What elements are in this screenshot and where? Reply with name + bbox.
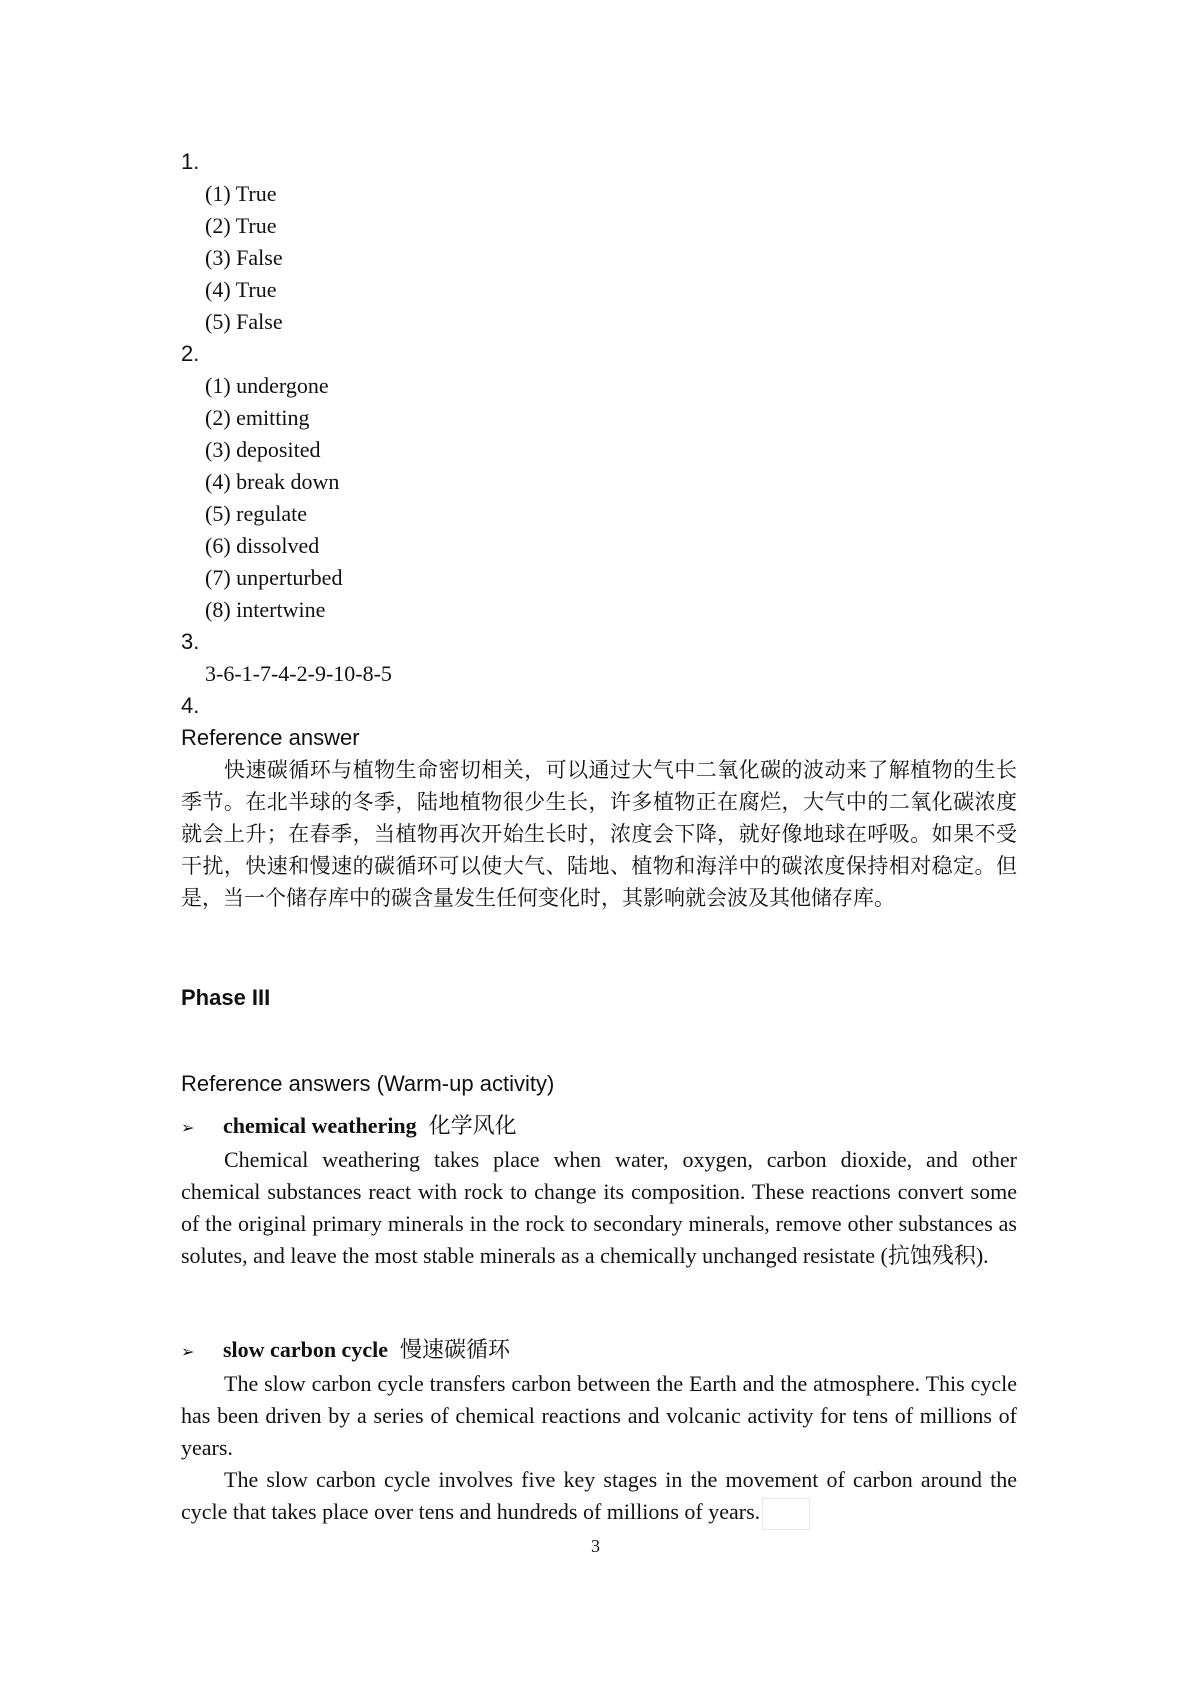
section-2-item-3: (3) deposited bbox=[205, 437, 321, 462]
page-number: 3 bbox=[591, 1536, 600, 1556]
section-1-item-5: (5) False bbox=[205, 309, 283, 334]
section-1-item-4: (4) True bbox=[205, 277, 277, 302]
term-name: chemical weathering bbox=[223, 1113, 417, 1138]
term-block-slow-carbon-cycle bbox=[181, 1334, 1017, 1530]
section-2-item-2: (2) emitting bbox=[205, 405, 310, 430]
arrow-bullet-icon: ➢ bbox=[181, 1118, 195, 1137]
warm-up-subheading: Reference answers (Warm-up activity) bbox=[181, 1071, 555, 1096]
section-2-item-4: (4) break down bbox=[205, 469, 340, 494]
phase-title: Phase III bbox=[181, 985, 271, 1010]
arrow-bullet-icon: ➢ bbox=[181, 1342, 195, 1361]
section-1-item-2: (2) True bbox=[205, 213, 277, 238]
page-content bbox=[181, 146, 1017, 1524]
term-paragraph bbox=[181, 1464, 1017, 1530]
reference-answer-paragraph: 快速碳循环与植物生命密切相关，可以通过大气中二氧化碳的波动来了解植物的生长季节。在北半球的冬季，陆地植物很少生长，许多植物正在腐烂，大气中的二氧化碳浓度就会上升；在春季，当植物再次开始生长时，浓度会下降，就好像地球在呼吸。如果不受干扰，快速和慢速的碳循环可以使大气、陆地、植物和海洋中的碳浓度保持相对稳定。但是，当一个储存库中的碳含量发生任何变化时，其影响就会波及其他储存库。 bbox=[181, 758, 1017, 910]
section-2-item-7: (7) unperturbed bbox=[205, 565, 343, 590]
term-chinese: 化学风化 bbox=[428, 1113, 517, 1138]
term-chinese: 慢速碳循环 bbox=[399, 1337, 510, 1362]
section-1-item-1: (1) True bbox=[205, 181, 277, 206]
term-block-chemical-weathering bbox=[181, 1110, 1017, 1272]
term-paragraph-text: The slow carbon cycle involves five key stages in the movement of carbon around the cycle that takes place over tens and hundreds of millions of years. bbox=[181, 1467, 1017, 1524]
section-3-label: 3. bbox=[181, 629, 200, 654]
term-paragraph: Chemical weathering takes place when water, oxygen, carbon dioxide, and other chemical substances react with rock to change its composition. These reactions convert some of the original primary minerals in the rock to secondary minerals, remove other substances as solutes, and leave the most stable minerals as a chemically unchanged resistate (抗蚀残积). bbox=[181, 1147, 1017, 1268]
section-2-label: 2. bbox=[181, 341, 200, 366]
term-paragraph: The slow carbon cycle transfers carbon between the Earth and the atmosphere. This cycle has been driven by a series of chemical reactions and volcanic activity for tens of millions of years. bbox=[181, 1371, 1017, 1460]
section-2-item-6: (6) dissolved bbox=[205, 533, 320, 558]
section-2-item-1: (1) undergone bbox=[205, 373, 329, 398]
section-2-item-5: (5) regulate bbox=[205, 501, 307, 526]
section-3-answer: 3-6-1-7-4-2-9-10-8-5 bbox=[205, 661, 392, 686]
term-heading bbox=[181, 1110, 1017, 1144]
section-1-label: 1. bbox=[181, 149, 200, 174]
section-4-label: 4. bbox=[181, 693, 200, 718]
term-heading bbox=[181, 1334, 1017, 1368]
section-1-item-3: (3) False bbox=[205, 245, 283, 270]
term-name: slow carbon cycle bbox=[223, 1337, 388, 1362]
reference-answer-heading: Reference answer bbox=[181, 725, 360, 750]
section-2-item-8: (8) intertwine bbox=[205, 597, 326, 622]
placeholder-box bbox=[762, 1498, 810, 1530]
